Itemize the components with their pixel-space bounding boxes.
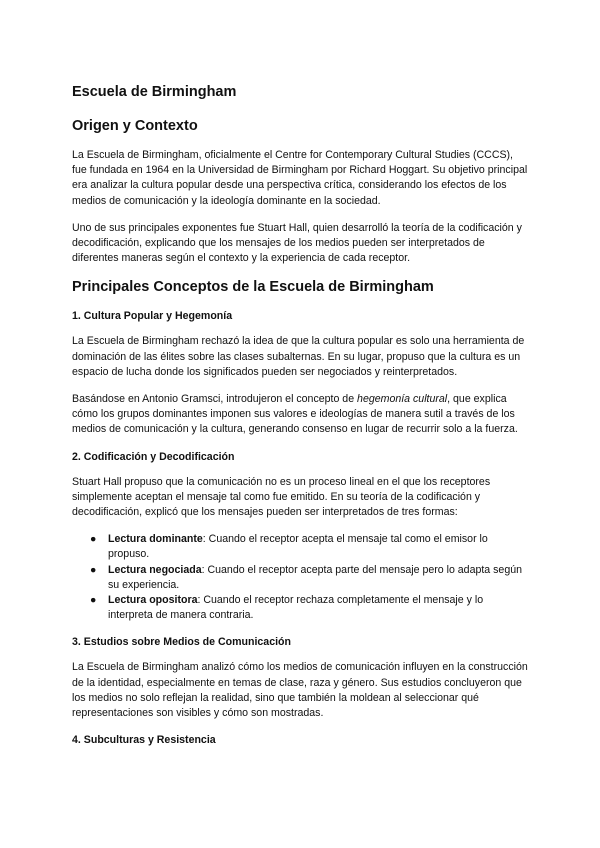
subheading-codificacion: 2. Codificación y Decodificación xyxy=(72,450,235,463)
bullet-text: : Cuando el receptor acepta parte del mensaje pero lo adapta según su experiencia. xyxy=(108,563,522,591)
bullet-icon: ● xyxy=(90,563,97,576)
list-item xyxy=(90,532,528,562)
paragraph-codificacion-1: Stuart Hall propuso que la comunicación no es un proceso lineal en el que los receptores simplemente aceptan el mensaje tal como fue emitido. En su teoría de la codificación y decodificación, explicó que los mensajes pueden ser interpretados de tres formas: xyxy=(72,475,491,519)
bullet-icon: ● xyxy=(90,594,97,607)
list-item xyxy=(90,563,528,593)
bullet-term: Lectura opositora xyxy=(108,594,198,607)
bullet-text: : Cuando el receptor rechaza completamente el mensaje y lo interpreta de manera contraria. xyxy=(108,594,484,622)
paragraph-text: Basándose en Antonio Gramsci, introdujeron el concepto de xyxy=(72,393,358,406)
bullet-term: Lectura negociada xyxy=(108,563,202,576)
bullet-icon: ● xyxy=(90,533,97,546)
emphasis-text: hegemonía cultural xyxy=(357,393,448,406)
paragraph-cultura-popular-2 xyxy=(72,392,528,438)
paragraph-cultura-popular-1: La Escuela de Birmingham rechazó la idea de que la cultura popular es solo una herramienta de dominación de las élites sobre las clases subalternas. En su lugar, propuso que la cultura es un espacio de lucha donde los significados pueden ser negociados y reinterpretados. xyxy=(72,335,525,378)
document-title: Escuela de Birmingham xyxy=(72,84,237,100)
subheading-subculturas: 4. Subculturas y Resistencia xyxy=(72,734,216,747)
bullet-text: : Cuando el receptor acepta el mensaje tal como el emisor lo propuso. xyxy=(108,533,488,561)
bullet-term: Lectura dominante xyxy=(108,533,203,546)
paragraph-text: , que explica cómo los grupos dominantes imponen sus valores e ideologías de manera sutil a través de los medios de comunicación y la cultura, generando consenso en lugar de recurrir solo a la fuerza. xyxy=(72,393,518,436)
section-heading-origen: Origen y Contexto xyxy=(72,118,198,134)
subheading-estudios-medios: 3. Estudios sobre Medios de Comunicación xyxy=(72,636,291,649)
bullet-list-lecturas xyxy=(72,532,528,623)
paragraph-origen-2: Uno de sus principales exponentes fue Stuart Hall, quien desarrolló la teoría de la codificación y decodificación, explicando que los mensajes de los medios pueden ser interpretados de diferentes maneras según el contexto y la experiencia de cada receptor. xyxy=(72,221,522,265)
subheading-cultura-popular: 1. Cultura Popular y Hegemonía xyxy=(72,310,233,323)
paragraph-estudios-medios-1: La Escuela de Birmingham analizó cómo los medios de comunicación influyen en la construcción de la identidad, especialmente en temas de clase, raza y género. Sus estudios concluyeron que los medios no solo reflejan la realidad, sino que también la moldean al seleccionar qué representaciones son visibles y cómo son mostradas. xyxy=(72,661,528,720)
section-heading-conceptos: Principales Conceptos de la Escuela de Birmingham xyxy=(72,279,434,296)
paragraph-origen-1: La Escuela de Birmingham, oficialmente el Centre for Contemporary Cultural Studies (CCCS), fue fundada en 1964 en la Universidad de Birmingham por Richard Hoggart. Su objetivo principal era analizar la cultura popular desde una perspectiva crítica, considerando los efectos de los medios de comunicación y la ideología dominante en la sociedad. xyxy=(72,149,528,207)
list-item xyxy=(90,593,528,623)
